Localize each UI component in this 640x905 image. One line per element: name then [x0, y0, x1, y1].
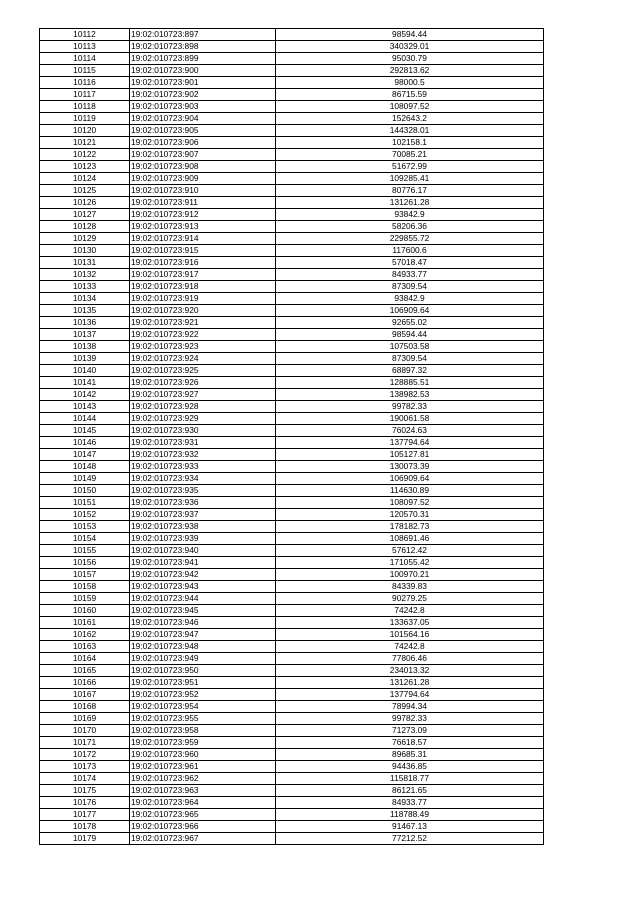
table-row [40, 233, 544, 245]
value-cell: 106909.64 [276, 305, 544, 317]
cadastral-number-cell: 19:02:010723:925 [130, 365, 276, 377]
row-number-cell: 10133 [40, 281, 130, 293]
row-number-cell: 10160 [40, 605, 130, 617]
value-cell: 77806.46 [276, 653, 544, 665]
row-number-cell: 10125 [40, 185, 130, 197]
value-cell: 108097.52 [276, 497, 544, 509]
row-number-cell: 10141 [40, 377, 130, 389]
row-number-cell: 10147 [40, 449, 130, 461]
cadastral-number-cell: 19:02:010723:909 [130, 173, 276, 185]
cadastral-number-cell: 19:02:010723:911 [130, 197, 276, 209]
table-row [40, 809, 544, 821]
table-row [40, 185, 544, 197]
cadastral-number-cell: 19:02:010723:943 [130, 581, 276, 593]
row-number-cell: 10162 [40, 629, 130, 641]
cadastral-number-cell: 19:02:010723:954 [130, 701, 276, 713]
cadastral-number-cell: 19:02:010723:898 [130, 41, 276, 53]
value-cell: 74242.8 [276, 641, 544, 653]
row-number-cell: 10117 [40, 89, 130, 101]
value-cell: 89685.31 [276, 749, 544, 761]
value-cell: 171055.42 [276, 557, 544, 569]
cadastral-number-cell: 19:02:010723:944 [130, 593, 276, 605]
value-cell: 107503.58 [276, 341, 544, 353]
cadastral-number-cell: 19:02:010723:924 [130, 353, 276, 365]
value-cell: 128885.51 [276, 377, 544, 389]
row-number-cell: 10163 [40, 641, 130, 653]
table-row [40, 689, 544, 701]
row-number-cell: 10167 [40, 689, 130, 701]
cadastral-number-cell: 19:02:010723:905 [130, 125, 276, 137]
cadastral-number-cell: 19:02:010723:910 [130, 185, 276, 197]
table-row [40, 449, 544, 461]
table-row [40, 197, 544, 209]
cadastral-number-cell: 19:02:010723:962 [130, 773, 276, 785]
table-row [40, 149, 544, 161]
value-cell: 87309.54 [276, 353, 544, 365]
table-row [40, 269, 544, 281]
cadastral-number-cell: 19:02:010723:942 [130, 569, 276, 581]
row-number-cell: 10166 [40, 677, 130, 689]
cadastral-number-cell: 19:02:010723:902 [130, 89, 276, 101]
value-cell: 95030.79 [276, 53, 544, 65]
row-number-cell: 10170 [40, 725, 130, 737]
table-row [40, 773, 544, 785]
cadastral-number-cell: 19:02:010723:939 [130, 533, 276, 545]
cadastral-number-cell: 19:02:010723:961 [130, 761, 276, 773]
row-number-cell: 10138 [40, 341, 130, 353]
cadastral-number-cell: 19:02:010723:963 [130, 785, 276, 797]
data-table [39, 28, 544, 845]
table-row [40, 761, 544, 773]
value-cell: 115818.77 [276, 773, 544, 785]
table-row [40, 413, 544, 425]
row-number-cell: 10146 [40, 437, 130, 449]
cadastral-number-cell: 19:02:010723:927 [130, 389, 276, 401]
value-cell: 340329.01 [276, 41, 544, 53]
value-cell: 138982.53 [276, 389, 544, 401]
cadastral-number-cell: 19:02:010723:949 [130, 653, 276, 665]
value-cell: 76024.63 [276, 425, 544, 437]
cadastral-number-cell: 19:02:010723:937 [130, 509, 276, 521]
row-number-cell: 10122 [40, 149, 130, 161]
table-body [40, 29, 544, 845]
table-row [40, 641, 544, 653]
row-number-cell: 10113 [40, 41, 130, 53]
row-number-cell: 10128 [40, 221, 130, 233]
table-row [40, 725, 544, 737]
table-row [40, 797, 544, 809]
row-number-cell: 10130 [40, 245, 130, 257]
row-number-cell: 10164 [40, 653, 130, 665]
value-cell: 70085.21 [276, 149, 544, 161]
table-row [40, 701, 544, 713]
value-cell: 92655.02 [276, 317, 544, 329]
table-row [40, 77, 544, 89]
cadastral-number-cell: 19:02:010723:936 [130, 497, 276, 509]
table-row [40, 557, 544, 569]
table-row [40, 737, 544, 749]
row-number-cell: 10165 [40, 665, 130, 677]
value-cell: 86715.59 [276, 89, 544, 101]
row-number-cell: 10161 [40, 617, 130, 629]
cadastral-number-cell: 19:02:010723:921 [130, 317, 276, 329]
row-number-cell: 10120 [40, 125, 130, 137]
cadastral-number-cell: 19:02:010723:899 [130, 53, 276, 65]
row-number-cell: 10179 [40, 833, 130, 845]
cadastral-number-cell: 19:02:010723:967 [130, 833, 276, 845]
value-cell: 77212.52 [276, 833, 544, 845]
row-number-cell: 10154 [40, 533, 130, 545]
value-cell: 100970.21 [276, 569, 544, 581]
row-number-cell: 10174 [40, 773, 130, 785]
cadastral-number-cell: 19:02:010723:940 [130, 545, 276, 557]
value-cell: 292813.62 [276, 65, 544, 77]
cadastral-number-cell: 19:02:010723:948 [130, 641, 276, 653]
cadastral-number-cell: 19:02:010723:955 [130, 713, 276, 725]
value-cell: 131261.28 [276, 677, 544, 689]
value-cell: 90279.25 [276, 593, 544, 605]
cadastral-number-cell: 19:02:010723:932 [130, 449, 276, 461]
table-row [40, 281, 544, 293]
table-row [40, 629, 544, 641]
table-row [40, 677, 544, 689]
value-cell: 98000.5 [276, 77, 544, 89]
table-row [40, 485, 544, 497]
value-cell: 98594.44 [276, 29, 544, 41]
cadastral-number-cell: 19:02:010723:959 [130, 737, 276, 749]
cadastral-number-cell: 19:02:010723:915 [130, 245, 276, 257]
table-row [40, 617, 544, 629]
value-cell: 57018.47 [276, 257, 544, 269]
value-cell: 91467.13 [276, 821, 544, 833]
cadastral-number-cell: 19:02:010723:901 [130, 77, 276, 89]
cadastral-number-cell: 19:02:010723:947 [130, 629, 276, 641]
table-row [40, 653, 544, 665]
table-row [40, 29, 544, 41]
value-cell: 86121.65 [276, 785, 544, 797]
table-row [40, 545, 544, 557]
cadastral-number-cell: 19:02:010723:908 [130, 161, 276, 173]
row-number-cell: 10156 [40, 557, 130, 569]
cadastral-number-cell: 19:02:010723:916 [130, 257, 276, 269]
value-cell: 105127.81 [276, 449, 544, 461]
table-row [40, 329, 544, 341]
table-row [40, 317, 544, 329]
cadastral-number-cell: 19:02:010723:926 [130, 377, 276, 389]
table-row [40, 437, 544, 449]
cadastral-number-cell: 19:02:010723:960 [130, 749, 276, 761]
cadastral-number-cell: 19:02:010723:950 [130, 665, 276, 677]
cadastral-number-cell: 19:02:010723:946 [130, 617, 276, 629]
row-number-cell: 10153 [40, 521, 130, 533]
row-number-cell: 10169 [40, 713, 130, 725]
value-cell: 84339.83 [276, 581, 544, 593]
table-row [40, 581, 544, 593]
row-number-cell: 10144 [40, 413, 130, 425]
cadastral-number-cell: 19:02:010723:918 [130, 281, 276, 293]
table-row [40, 533, 544, 545]
value-cell: 99782.33 [276, 713, 544, 725]
cadastral-number-cell: 19:02:010723:913 [130, 221, 276, 233]
value-cell: 78994.34 [276, 701, 544, 713]
table-row [40, 101, 544, 113]
value-cell: 106909.64 [276, 473, 544, 485]
row-number-cell: 10140 [40, 365, 130, 377]
row-number-cell: 10134 [40, 293, 130, 305]
value-cell: 102158.1 [276, 137, 544, 149]
row-number-cell: 10148 [40, 461, 130, 473]
table-row [40, 89, 544, 101]
row-number-cell: 10139 [40, 353, 130, 365]
table-row [40, 245, 544, 257]
value-cell: 51672.99 [276, 161, 544, 173]
cadastral-number-cell: 19:02:010723:906 [130, 137, 276, 149]
row-number-cell: 10145 [40, 425, 130, 437]
value-cell: 58206.36 [276, 221, 544, 233]
value-cell: 108691.46 [276, 533, 544, 545]
value-cell: 74242.8 [276, 605, 544, 617]
table-row [40, 749, 544, 761]
cadastral-number-cell: 19:02:010723:934 [130, 473, 276, 485]
row-number-cell: 10123 [40, 161, 130, 173]
value-cell: 114630.89 [276, 485, 544, 497]
value-cell: 108097.52 [276, 101, 544, 113]
cadastral-number-cell: 19:02:010723:933 [130, 461, 276, 473]
row-number-cell: 10176 [40, 797, 130, 809]
value-cell: 118788.49 [276, 809, 544, 821]
value-cell: 117600.6 [276, 245, 544, 257]
table-row [40, 785, 544, 797]
row-number-cell: 10171 [40, 737, 130, 749]
table-row [40, 341, 544, 353]
value-cell: 98594.44 [276, 329, 544, 341]
row-number-cell: 10124 [40, 173, 130, 185]
cadastral-number-cell: 19:02:010723:945 [130, 605, 276, 617]
table-row [40, 569, 544, 581]
table-row [40, 713, 544, 725]
value-cell: 76618.57 [276, 737, 544, 749]
cadastral-number-cell: 19:02:010723:938 [130, 521, 276, 533]
cadastral-number-cell: 19:02:010723:964 [130, 797, 276, 809]
value-cell: 99782.33 [276, 401, 544, 413]
row-number-cell: 10129 [40, 233, 130, 245]
value-cell: 109285.41 [276, 173, 544, 185]
cadastral-number-cell: 19:02:010723:907 [130, 149, 276, 161]
value-cell: 80776.17 [276, 185, 544, 197]
cadastral-number-cell: 19:02:010723:917 [130, 269, 276, 281]
row-number-cell: 10178 [40, 821, 130, 833]
value-cell: 229855.72 [276, 233, 544, 245]
row-number-cell: 10132 [40, 269, 130, 281]
table-row [40, 401, 544, 413]
row-number-cell: 10112 [40, 29, 130, 41]
row-number-cell: 10119 [40, 113, 130, 125]
table-row [40, 257, 544, 269]
table-row [40, 137, 544, 149]
cadastral-number-cell: 19:02:010723:922 [130, 329, 276, 341]
cadastral-number-cell: 19:02:010723:941 [130, 557, 276, 569]
cadastral-number-cell: 19:02:010723:897 [130, 29, 276, 41]
row-number-cell: 10168 [40, 701, 130, 713]
row-number-cell: 10127 [40, 209, 130, 221]
table-row [40, 377, 544, 389]
value-cell: 137794.64 [276, 437, 544, 449]
value-cell: 93842.9 [276, 209, 544, 221]
row-number-cell: 10116 [40, 77, 130, 89]
row-number-cell: 10151 [40, 497, 130, 509]
value-cell: 94436.85 [276, 761, 544, 773]
table-row [40, 41, 544, 53]
cadastral-number-cell: 19:02:010723:931 [130, 437, 276, 449]
cadastral-number-cell: 19:02:010723:923 [130, 341, 276, 353]
row-number-cell: 10149 [40, 473, 130, 485]
row-number-cell: 10173 [40, 761, 130, 773]
table-row [40, 425, 544, 437]
table-row [40, 473, 544, 485]
table-row [40, 665, 544, 677]
row-number-cell: 10155 [40, 545, 130, 557]
table-row [40, 605, 544, 617]
value-cell: 68897.32 [276, 365, 544, 377]
table-row [40, 509, 544, 521]
cadastral-number-cell: 19:02:010723:919 [130, 293, 276, 305]
cadastral-number-cell: 19:02:010723:958 [130, 725, 276, 737]
cadastral-number-cell: 19:02:010723:965 [130, 809, 276, 821]
row-number-cell: 10152 [40, 509, 130, 521]
table-row [40, 221, 544, 233]
cadastral-number-cell: 19:02:010723:912 [130, 209, 276, 221]
cadastral-number-cell: 19:02:010723:900 [130, 65, 276, 77]
row-number-cell: 10137 [40, 329, 130, 341]
table-row [40, 833, 544, 845]
row-number-cell: 10131 [40, 257, 130, 269]
row-number-cell: 10175 [40, 785, 130, 797]
table-row [40, 821, 544, 833]
value-cell: 71273.09 [276, 725, 544, 737]
table-row [40, 497, 544, 509]
cadastral-number-cell: 19:02:010723:930 [130, 425, 276, 437]
row-number-cell: 10158 [40, 581, 130, 593]
table-row [40, 53, 544, 65]
table-row [40, 353, 544, 365]
table-row [40, 593, 544, 605]
table-row [40, 113, 544, 125]
value-cell: 101564.16 [276, 629, 544, 641]
cadastral-number-cell: 19:02:010723:904 [130, 113, 276, 125]
value-cell: 152643.2 [276, 113, 544, 125]
table-row [40, 293, 544, 305]
value-cell: 178182.73 [276, 521, 544, 533]
row-number-cell: 10177 [40, 809, 130, 821]
cadastral-number-cell: 19:02:010723:951 [130, 677, 276, 689]
value-cell: 84933.77 [276, 269, 544, 281]
row-number-cell: 10157 [40, 569, 130, 581]
row-number-cell: 10114 [40, 53, 130, 65]
table-row [40, 389, 544, 401]
cadastral-number-cell: 19:02:010723:935 [130, 485, 276, 497]
row-number-cell: 10126 [40, 197, 130, 209]
row-number-cell: 10159 [40, 593, 130, 605]
row-number-cell: 10150 [40, 485, 130, 497]
row-number-cell: 10143 [40, 401, 130, 413]
table-row [40, 125, 544, 137]
row-number-cell: 10135 [40, 305, 130, 317]
row-number-cell: 10115 [40, 65, 130, 77]
value-cell: 93842.9 [276, 293, 544, 305]
row-number-cell: 10136 [40, 317, 130, 329]
value-cell: 137794.64 [276, 689, 544, 701]
table-row [40, 365, 544, 377]
cadastral-number-cell: 19:02:010723:966 [130, 821, 276, 833]
table-row [40, 305, 544, 317]
table-row [40, 461, 544, 473]
table-row [40, 209, 544, 221]
row-number-cell: 10142 [40, 389, 130, 401]
row-number-cell: 10118 [40, 101, 130, 113]
cadastral-number-cell: 19:02:010723:928 [130, 401, 276, 413]
value-cell: 190061.58 [276, 413, 544, 425]
cadastral-number-cell: 19:02:010723:920 [130, 305, 276, 317]
value-cell: 131261.28 [276, 197, 544, 209]
row-number-cell: 10172 [40, 749, 130, 761]
value-cell: 87309.54 [276, 281, 544, 293]
cadastral-number-cell: 19:02:010723:914 [130, 233, 276, 245]
table-row [40, 173, 544, 185]
value-cell: 57612.42 [276, 545, 544, 557]
table-row [40, 161, 544, 173]
table-row [40, 65, 544, 77]
value-cell: 144328.01 [276, 125, 544, 137]
cadastral-number-cell: 19:02:010723:929 [130, 413, 276, 425]
row-number-cell: 10121 [40, 137, 130, 149]
value-cell: 120570.31 [276, 509, 544, 521]
table-row [40, 521, 544, 533]
value-cell: 84933.77 [276, 797, 544, 809]
value-cell: 234013.32 [276, 665, 544, 677]
cadastral-number-cell: 19:02:010723:952 [130, 689, 276, 701]
value-cell: 133637.05 [276, 617, 544, 629]
cadastral-number-cell: 19:02:010723:903 [130, 101, 276, 113]
value-cell: 130073.39 [276, 461, 544, 473]
